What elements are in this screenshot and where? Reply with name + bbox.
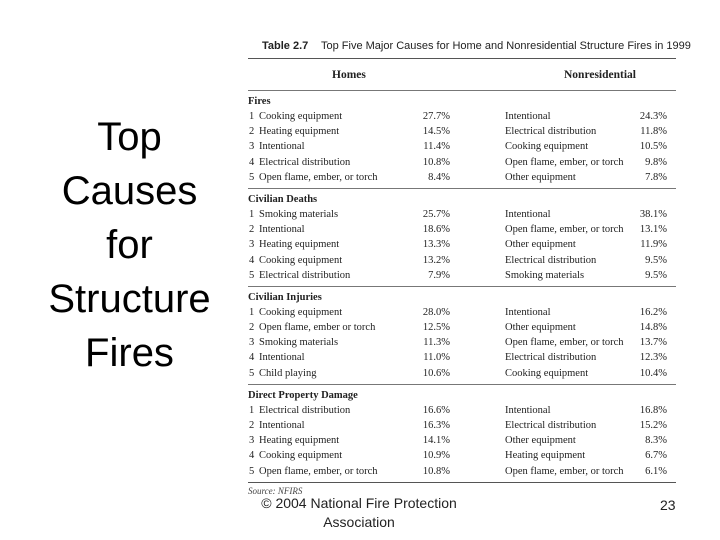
rank-cell: 4 [249, 352, 255, 364]
table-row [248, 155, 676, 170]
nonres-cause-cell: Heating equipment [505, 450, 586, 462]
section-title: Fires [248, 96, 271, 107]
rank-cell: 2 [249, 224, 255, 236]
rank-cell: 1 [249, 404, 255, 416]
nonres-cause-cell: Other equipment [505, 239, 576, 251]
home-cause-cell: Cooking equipment [259, 254, 343, 266]
nonres-cause-cell: Open flame, ember, or torch [505, 156, 624, 168]
nonres-cause-cell: Electrical distribution [505, 420, 597, 431]
nonres-cause-cell: Electrical distribution [505, 254, 597, 266]
home-percent-cell: 13.2% [422, 254, 450, 266]
home-cause-cell: Child playing [259, 367, 317, 379]
table-row [248, 320, 676, 335]
home-cause-cell: Open flame, ember or torch [259, 322, 376, 334]
home-cause-cell: Intentional [259, 141, 305, 153]
home-percent-cell: 10.8% [422, 156, 450, 168]
home-percent-cell: 16.6% [422, 404, 450, 416]
rank-cell: 5 [249, 269, 255, 281]
home-percent-cell: 14.5% [422, 126, 450, 138]
home-cause-cell: Intentional [259, 224, 305, 236]
column-header-homes: Homes [332, 68, 366, 81]
bottom-rule [248, 482, 676, 483]
nonres-cause-cell: Cooking equipment [505, 367, 589, 379]
table-body [248, 91, 676, 482]
section-title: Direct Property Damage [248, 389, 358, 401]
title-line: Causes [61, 169, 198, 213]
rank-cell: 4 [249, 254, 255, 266]
nonres-percent-cell: 10.5% [639, 141, 667, 153]
table-source: Source: NFIRS [248, 486, 303, 496]
nonres-cause-cell: Cooking equipment [505, 141, 589, 153]
nonres-percent-cell: 8.3% [645, 435, 667, 447]
home-percent-cell: 16.3% [422, 420, 450, 431]
rank-cell: 5 [249, 171, 255, 183]
home-cause-cell: Cooking equipment [259, 450, 343, 462]
nonres-cause-cell: Intentional [505, 404, 551, 416]
nonres-percent-cell: 14.8% [639, 322, 667, 334]
nonres-percent-cell: 9.5% [645, 254, 667, 266]
fire-causes-table [248, 34, 691, 496]
home-cause-cell: Heating equipment [259, 239, 340, 251]
table-row [248, 222, 676, 237]
home-cause-cell: Cooking equipment [259, 111, 343, 122]
nonres-cause-cell: Open flame, ember, or torch [505, 337, 624, 349]
table-row [248, 305, 676, 320]
rank-cell: 2 [249, 322, 255, 334]
nonres-cause-cell: Electrical distribution [505, 352, 597, 364]
nonres-cause-cell: Other equipment [505, 171, 576, 183]
home-cause-cell: Intentional [259, 352, 305, 364]
nonres-cause-cell: Other equipment [505, 322, 576, 334]
rank-cell: 3 [249, 435, 255, 447]
nonres-cause-cell: Electrical distribution [505, 126, 597, 138]
table-row [248, 418, 676, 433]
nonres-percent-cell: 13.7% [639, 337, 667, 349]
rank-cell: 1 [249, 111, 255, 122]
table-row [248, 350, 676, 365]
home-percent-cell: 11.3% [423, 337, 450, 349]
column-header-nonresidential: Nonresidential [564, 68, 636, 81]
nonres-percent-cell: 6.7% [645, 450, 667, 462]
table-section [248, 188, 676, 286]
table-row [248, 366, 676, 381]
home-cause-cell: Heating equipment [259, 126, 340, 138]
home-percent-cell: 28.0% [422, 306, 450, 318]
home-cause-cell: Intentional [259, 420, 305, 431]
table-section [248, 286, 676, 384]
home-cause-cell: Open flame, ember, or torch [259, 171, 378, 183]
page-number: 23 [660, 497, 676, 513]
table-row [248, 109, 676, 124]
nonres-percent-cell: 6.1% [645, 465, 667, 477]
section-title: Civilian Injuries [248, 291, 322, 303]
table-section [248, 91, 676, 188]
nonres-percent-cell: 12.3% [639, 352, 667, 364]
nonres-percent-cell: 11.8% [640, 126, 667, 138]
home-percent-cell: 25.7% [422, 208, 450, 220]
home-percent-cell: 11.4% [423, 141, 450, 153]
nonres-percent-cell: 24.3% [639, 111, 667, 122]
nonres-cause-cell: Intentional [505, 306, 551, 318]
home-cause-cell: Electrical distribution [259, 269, 351, 281]
home-percent-cell: 8.4% [428, 171, 450, 183]
rank-cell: 3 [249, 239, 255, 251]
rank-cell: 2 [249, 420, 255, 431]
rank-cell: 1 [249, 306, 255, 318]
nonres-percent-cell: 9.5% [645, 269, 667, 281]
nonres-percent-cell: 10.4% [639, 367, 667, 379]
table-row [248, 335, 676, 350]
home-percent-cell: 27.7% [422, 111, 450, 122]
home-cause-cell: Electrical distribution [259, 404, 351, 416]
table-row [248, 139, 676, 154]
nonres-percent-cell: 7.8% [645, 171, 667, 183]
home-cause-cell: Heating equipment [259, 435, 340, 447]
footer-line: © 2004 National Fire Protection [261, 495, 457, 511]
table-caption-text: Top Five Major Causes for Home and Nonresidential Structure Fires in 1999 [321, 40, 691, 52]
rank-cell: 4 [249, 156, 255, 168]
nonres-cause-cell: Open flame, ember, or torch [505, 224, 624, 236]
nonres-percent-cell: 13.1% [639, 224, 667, 236]
title-line: Fires [85, 331, 174, 375]
column-headers [248, 59, 676, 90]
table-row [248, 448, 676, 463]
table-number: Table 2.7 [262, 40, 309, 52]
rank-cell: 3 [249, 337, 255, 349]
footer-copyright [250, 494, 468, 532]
rank-cell: 5 [249, 367, 255, 379]
table-row [248, 207, 676, 222]
home-cause-cell: Open flame, ember, or torch [259, 465, 378, 477]
title-line: Top [97, 115, 162, 159]
slide-title [22, 110, 237, 380]
home-cause-cell: Smoking materials [259, 208, 339, 220]
rank-cell: 1 [249, 208, 255, 220]
home-percent-cell: 10.9% [422, 450, 450, 462]
table-row [248, 464, 676, 479]
table-section [248, 384, 676, 482]
table-row [248, 237, 676, 252]
table-row [248, 253, 676, 268]
home-percent-cell: 12.5% [422, 322, 450, 334]
home-percent-cell: 10.6% [422, 367, 450, 379]
nonres-percent-cell: 11.9% [640, 239, 667, 251]
rank-cell: 3 [249, 141, 255, 153]
nonres-percent-cell: 9.8% [645, 156, 667, 168]
rank-cell: 4 [249, 450, 255, 462]
nonres-percent-cell: 16.2% [639, 306, 667, 318]
home-cause-cell: Smoking materials [259, 337, 339, 349]
home-percent-cell: 11.0% [423, 352, 450, 364]
rank-cell: 5 [249, 465, 255, 477]
nonres-percent-cell: 38.1% [639, 208, 667, 220]
home-percent-cell: 10.8% [422, 465, 450, 477]
home-percent-cell: 7.9% [428, 269, 450, 281]
section-title: Civilian Deaths [248, 193, 318, 205]
table-row [248, 124, 676, 139]
table-row [248, 433, 676, 448]
rank-cell: 2 [249, 126, 255, 138]
table-caption [248, 34, 691, 58]
table-row [248, 268, 676, 283]
nonres-percent-cell: 15.2% [639, 420, 667, 431]
footer-line: Association [323, 514, 395, 530]
nonres-cause-cell: Other equipment [505, 435, 576, 447]
nonres-cause-cell: Open flame, ember, or torch [505, 465, 624, 477]
home-cause-cell: Cooking equipment [259, 306, 343, 318]
nonres-percent-cell: 16.8% [639, 404, 667, 416]
title-line: for [106, 223, 153, 267]
home-percent-cell: 14.1% [422, 435, 450, 447]
table-row [248, 170, 676, 185]
home-percent-cell: 18.6% [422, 224, 450, 236]
table-row [248, 403, 676, 418]
home-cause-cell: Electrical distribution [259, 156, 351, 168]
nonres-cause-cell: Intentional [505, 111, 551, 122]
nonres-cause-cell: Intentional [505, 208, 551, 220]
title-line: Structure [48, 277, 211, 321]
home-percent-cell: 13.3% [422, 239, 450, 251]
nonres-cause-cell: Smoking materials [505, 269, 585, 281]
